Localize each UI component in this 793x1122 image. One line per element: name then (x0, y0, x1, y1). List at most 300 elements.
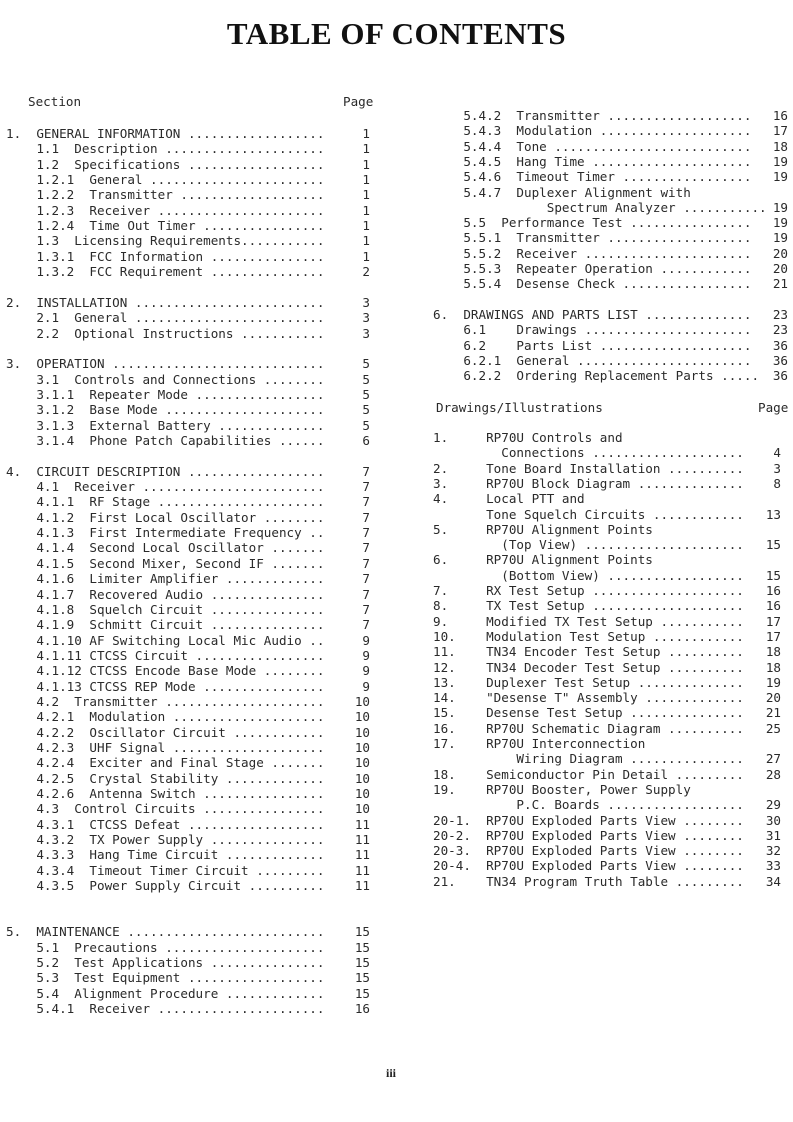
toc-entry-text: 3.1.2 Base Mode ..................... (6, 402, 325, 418)
toc-entry-page: 3 (362, 294, 370, 310)
toc-entry-text: 17. RP70U Interconnection (433, 736, 646, 751)
toc-entry-page: 7 (362, 525, 370, 541)
toc-entry-text: 6.2 Parts List .................... (433, 337, 752, 353)
toc-entry-text: 2. INSTALLATION ......................... (6, 294, 325, 310)
toc-entry-page: 19 (772, 199, 788, 215)
toc-entry-page: 11 (354, 832, 370, 848)
toc-entry (433, 874, 781, 889)
toc-entry (6, 924, 370, 939)
toc-entry (6, 372, 370, 387)
toc-entry-text: 1.3 Licensing Requirements........... (6, 233, 325, 249)
toc-entry-text: 12. TN34 Decoder Test Setup .......... (433, 659, 744, 675)
toc-entry (433, 614, 781, 629)
toc-entry (6, 986, 370, 1001)
toc-entry-page: 27 (765, 751, 781, 767)
toc-entry-page: 15 (354, 924, 370, 940)
toc-entry (433, 246, 788, 261)
toc-entry-text: 4.2.3 UHF Signal .................... (6, 740, 325, 755)
toc-entry (433, 139, 788, 154)
toc-entry (6, 356, 370, 371)
toc-entry-page: 10 (354, 693, 370, 709)
toc-entry (6, 448, 370, 463)
toc-entry (6, 847, 370, 862)
toc-entry-text: Spectrum Analyzer ........... (433, 199, 767, 215)
toc-entry-page: 5 (362, 402, 370, 418)
toc-entry-page: 36 (772, 368, 788, 384)
toc-entry-page: 19 (772, 230, 788, 246)
toc-entry (433, 721, 781, 736)
toc-entry-text: 5.5.3 Repeater Operation ............ (433, 261, 752, 276)
toc-entry-text: 4.1.1 RF Stage ...................... (6, 494, 325, 510)
toc-entry-text: 15. Desense Test Setup ............... (433, 705, 744, 721)
toc-entry-page: 1 (362, 218, 370, 234)
toc-entry-text: 5.4.3 Modulation .................... (433, 123, 752, 139)
toc-entry (6, 126, 370, 141)
toc-entry-text: 5.5 Performance Test ................ (433, 215, 752, 231)
toc-entry-text: 4.1.10 AF Switching Local Mic Audio .. (6, 632, 325, 648)
toc-entry (433, 828, 781, 843)
toc-entry-text: 8. TX Test Setup .................... (433, 598, 744, 614)
toc-entry-text: 20-4. RP70U Exploded Parts View ........ (433, 858, 744, 874)
toc-entry-text: 5.4 Alignment Procedure ............. (6, 985, 325, 1001)
toc-entry-text: 5.2 Test Applications ............... (6, 954, 325, 970)
toc-entry-page: 9 (362, 647, 370, 663)
toc-entry (433, 644, 781, 659)
toc-entry (433, 598, 781, 613)
toc-entry-text: 5.4.7 Duplexer Alignment with (433, 184, 691, 200)
toc-entry-page: 16 (765, 583, 781, 598)
toc-entry (6, 832, 370, 847)
toc-entry-page: 10 (354, 801, 370, 817)
toc-entry-text: (Bottom View) .................. (433, 567, 744, 583)
toc-entry-page: 7 (362, 540, 370, 556)
toc-entry-page: 34 (765, 873, 781, 889)
toc-entry (433, 767, 781, 782)
toc-entry-text: 16. RP70U Schematic Diagram .......... (433, 720, 744, 736)
toc-entry-page: 18 (765, 644, 781, 660)
toc-entry (6, 310, 370, 325)
toc-entry-text: 4.3.2 TX Power Supply ............... (6, 832, 325, 848)
toc-entry (433, 430, 781, 445)
toc-entry-page: 15 (354, 985, 370, 1001)
toc-entry-page: 30 (765, 812, 781, 828)
toc-entry-page: 21 (772, 276, 788, 292)
toc-entry (6, 249, 370, 264)
drawings-page-header: Page (758, 400, 789, 415)
toc-entry (433, 491, 781, 506)
toc-entry-text: 4.1.5 Second Mixer, Second IF ....... (6, 555, 325, 571)
toc-entry (433, 843, 781, 858)
toc-entry (6, 587, 370, 602)
toc-entry (433, 185, 788, 200)
toc-entry-text: 9. Modified TX Test Setup ........... (433, 613, 744, 629)
toc-entry-page: 33 (765, 858, 781, 874)
toc-entry (6, 264, 370, 279)
toc-entry (433, 736, 781, 751)
toc-entry-text: 1.2.4 Time Out Timer ................ (6, 218, 325, 234)
toc-entry-text: 20-1. RP70U Exploded Parts View ........ (433, 812, 744, 828)
toc-entry-text: 4.2.1 Modulation .................... (6, 709, 325, 725)
toc-entry (6, 694, 370, 709)
toc-entry-text: 5.5.2 Receiver ...................... (433, 245, 752, 261)
toc-entry-text: P.C. Boards .................. (433, 797, 744, 813)
toc-entry (6, 418, 370, 433)
toc-entry-text: 1.2.2 Transmitter ................... (6, 187, 325, 203)
page-title: TABLE OF CONTENTS (226, 16, 567, 51)
toc-entry (6, 940, 370, 955)
toc-entry-page: 1 (362, 233, 370, 249)
toc-entry (6, 479, 370, 494)
toc-entry (433, 797, 781, 812)
toc-entry-page: 1 (362, 187, 370, 203)
toc-entry-text: 1.2 Specifications .................. (6, 156, 325, 172)
toc-entry (6, 172, 370, 187)
toc-entry-page: 11 (354, 847, 370, 863)
toc-entry (433, 445, 781, 460)
toc-entry-text: 1. GENERAL INFORMATION .................. (6, 126, 325, 141)
toc-entry-page: 23 (772, 306, 788, 322)
toc-entry (433, 552, 781, 567)
toc-entry (6, 433, 370, 448)
toc-entry-page: 10 (354, 770, 370, 786)
toc-entry-text: 2.2 Optional Instructions ........... (6, 325, 325, 341)
toc-entry-text: 5.4.1 Receiver ...................... (6, 1000, 325, 1016)
toc-entry-page: 9 (362, 663, 370, 679)
toc-entry-page: 5 (362, 417, 370, 433)
toc-entry-page: 19 (772, 153, 788, 169)
toc-entry (433, 461, 781, 476)
toc-entry (6, 571, 370, 586)
toc-entry (433, 629, 781, 644)
toc-entry (433, 353, 788, 368)
toc-entry-text: 4. Local PTT and (433, 491, 585, 507)
toc-entry-page: 16 (354, 1000, 370, 1016)
toc-entry-page: 1 (362, 202, 370, 218)
toc-entry-page: 7 (362, 479, 370, 495)
toc-entry (6, 326, 370, 341)
toc-entry (6, 755, 370, 770)
toc-entry-text: 4.2.5 Crystal Stability ............. (6, 770, 325, 786)
toc-entry (6, 556, 370, 571)
toc-entry-page: 1 (362, 141, 370, 157)
toc-entry-page: 3 (773, 460, 781, 476)
toc-entry-page: 10 (354, 740, 370, 755)
section-header: Section (28, 94, 82, 109)
toc-entry-page: 29 (765, 797, 781, 813)
toc-entry-page: 7 (362, 617, 370, 633)
toc-entry-text: 5. MAINTENANCE .......................... (6, 924, 325, 940)
toc-entry (433, 169, 788, 184)
toc-entry-text: 4.2 Transmitter ..................... (6, 693, 325, 709)
toc-entry (433, 108, 788, 123)
toc-entry-page: 36 (772, 337, 788, 353)
toc-entry (433, 782, 781, 797)
toc-entry (6, 725, 370, 740)
toc-entry (6, 909, 370, 924)
toc-entry-text: 5.4.2 Transmitter ................... (433, 108, 752, 123)
toc-entry (6, 663, 370, 678)
toc-entry-text: 4.1.9 Schmitt Circuit ............... (6, 617, 325, 633)
toc-entry-text: 14. "Desense T" Assembly ............. (433, 690, 744, 706)
toc-entry-page: 7 (362, 601, 370, 617)
toc-entry (433, 675, 781, 690)
page-header: Page (343, 94, 374, 109)
toc-entry-text: 18. Semiconductor Pin Detail ......... (433, 766, 744, 782)
toc-entry-page: 5 (362, 356, 370, 372)
toc-entry (6, 863, 370, 878)
toc-entry-page: 15 (354, 939, 370, 955)
toc-entry (6, 157, 370, 172)
toc-entry (6, 817, 370, 832)
toc-entry-page: 17 (772, 123, 788, 139)
toc-entry (6, 203, 370, 218)
toc-entry (6, 233, 370, 248)
toc-entry (6, 525, 370, 540)
toc-entry (433, 507, 781, 522)
toc-entry (6, 387, 370, 402)
toc-entry (433, 813, 781, 828)
toc-entry (433, 705, 781, 720)
toc-entry-page: 18 (765, 659, 781, 675)
toc-entry-text: (Top View) ..................... (433, 537, 744, 553)
toc-entry (6, 280, 370, 295)
toc-entry-text: Wiring Diagram ............... (433, 751, 744, 767)
toc-entry-page: 10 (354, 755, 370, 771)
toc-entry-text: 10. Modulation Test Setup ............ (433, 628, 744, 644)
toc-entry-text: 6.1 Drawings ...................... (433, 322, 752, 338)
toc-entry-page: 13 (765, 506, 781, 522)
toc-entry (6, 540, 370, 555)
toc-entry-page: 36 (772, 352, 788, 368)
toc-entry-page: 23 (772, 322, 788, 338)
toc-entry-text: Connections .................... (433, 445, 744, 461)
toc-entry-text: 5.5.1 Transmitter ................... (433, 230, 752, 246)
toc-entry-text: 3. RP70U Block Diagram .............. (433, 475, 744, 491)
toc-entry (433, 154, 788, 169)
toc-entry-page: 2 (362, 264, 370, 280)
toc-entry-text: 4.1.2 First Local Oscillator ........ (6, 509, 325, 525)
toc-entry-page: 5 (362, 371, 370, 387)
toc-entry-text: 4.3.4 Timeout Timer Circuit ......... (6, 862, 325, 878)
toc-entry (6, 602, 370, 617)
toc-entry (6, 341, 370, 356)
toc-entry (6, 464, 370, 479)
toc-entry-page: 8 (773, 475, 781, 491)
toc-entry (6, 955, 370, 970)
toc-entry-page: 1 (362, 126, 370, 141)
toc-entry (433, 261, 788, 276)
toc-entry-page: 16 (765, 598, 781, 614)
toc-entry-page: 20 (772, 245, 788, 261)
toc-entry (433, 307, 788, 322)
toc-entry-text: 4.3.1 CTCSS Defeat .................. (6, 816, 325, 832)
toc-entry-text: 2. Tone Board Installation .......... (433, 460, 744, 476)
toc-entry-page: 21 (765, 705, 781, 721)
toc-entry-text: 3.1.4 Phone Patch Capabilities ...... (6, 433, 325, 448)
toc-entry-page: 20 (772, 261, 788, 276)
toc-entry (433, 568, 781, 583)
toc-entry (6, 218, 370, 233)
toc-entry-text: 4.1.12 CTCSS Encode Base Mode ........ (6, 663, 325, 679)
toc-entry-text: 6.2.1 General ....................... (433, 352, 752, 368)
toc-entry-page: 4 (773, 445, 781, 461)
toc-entry-page: 15 (765, 537, 781, 553)
toc-entry-page: 10 (354, 709, 370, 725)
toc-entry (433, 230, 788, 245)
toc-entry (433, 660, 781, 675)
toc-entry-page: 6 (362, 433, 370, 448)
toc-entry-text: 20-3. RP70U Exploded Parts View ........ (433, 843, 744, 859)
toc-entry-text: 5.5.4 Desense Check ................. (433, 276, 752, 292)
page-number: iii (386, 1066, 397, 1080)
toc-entry-text: 5. RP70U Alignment Points (433, 521, 653, 537)
toc-entry-text: 4.3.3 Hang Time Circuit ............. (6, 847, 325, 863)
toc-entry-page: 7 (362, 463, 370, 479)
toc-entry-text: 6. DRAWINGS AND PARTS LIST .............. (433, 306, 752, 322)
toc-entry (6, 295, 370, 310)
toc-entry-page: 3 (362, 325, 370, 341)
toc-entry-page: 9 (362, 632, 370, 648)
toc-entry (6, 679, 370, 694)
toc-entry (6, 648, 370, 663)
toc-entry-page: 7 (362, 494, 370, 510)
toc-entry (433, 338, 788, 353)
toc-entry-page: 17 (765, 613, 781, 629)
toc-entry (433, 751, 781, 766)
toc-entry-page: 15 (354, 970, 370, 986)
toc-entry-text: 1.2.1 General ....................... (6, 172, 325, 188)
toc-entry-page: 1 (362, 156, 370, 172)
toc-entry-page: 10 (354, 724, 370, 740)
toc-entry-page: 3 (362, 310, 370, 326)
toc-entry-text: 4.1.11 CTCSS Circuit ................. (6, 647, 325, 663)
toc-entry-page: 31 (765, 827, 781, 843)
toc-entry-page: 15 (765, 567, 781, 583)
toc-entry-text: 3.1.3 External Battery .............. (6, 417, 325, 433)
toc-entry (6, 801, 370, 816)
toc-entry-text: 4.1.4 Second Local Oscillator ....... (6, 540, 325, 556)
toc-entry-page: 7 (362, 586, 370, 602)
toc-entry-text: 19. RP70U Booster, Power Supply (433, 781, 691, 797)
toc-entry-text: 5.1 Precautions ..................... (6, 939, 325, 955)
toc-entry-text: 3.1 Controls and Connections ........ (6, 371, 325, 387)
toc-entry-text: 4.1.8 Squelch Circuit ............... (6, 601, 325, 617)
toc-entry (6, 510, 370, 525)
toc-entry-text: Tone Squelch Circuits ............ (433, 506, 744, 522)
toc-entry (433, 537, 781, 552)
toc-entry-text: 4.3 Control Circuits ................ (6, 801, 325, 817)
toc-entry-page: 15 (354, 954, 370, 970)
toc-entry-text: 3. OPERATION ............................ (6, 356, 325, 372)
toc-entry-text: 11. TN34 Encoder Test Setup .......... (433, 644, 744, 660)
toc-entry (433, 858, 781, 873)
toc-entry-page: 19 (765, 674, 781, 690)
toc-entry-text: 4. CIRCUIT DESCRIPTION .................. (6, 463, 325, 479)
toc-entry-text: 2.1 General ......................... (6, 310, 325, 326)
toc-entry (6, 633, 370, 648)
toc-entry-text: 5.4.6 Timeout Timer ................. (433, 169, 752, 185)
toc-entry-page: 7 (362, 509, 370, 525)
toc-entry (433, 276, 788, 291)
toc-entry (433, 322, 788, 337)
toc-entry-text: 5.3 Test Equipment .................. (6, 970, 325, 986)
toc-entry-text: 1.3.1 FCC Information ............... (6, 248, 325, 264)
toc-entry (6, 402, 370, 417)
toc-entry (6, 786, 370, 801)
toc-entry-page: 19 (772, 215, 788, 231)
toc-entry-page: 1 (362, 172, 370, 188)
toc-entry-text: 1.3.2 FCC Requirement ............... (6, 264, 325, 280)
toc-entry-page: 25 (765, 720, 781, 736)
toc-entry-text: 4.1.6 Limiter Amplifier ............. (6, 571, 325, 587)
toc-entry-page: 18 (772, 138, 788, 154)
toc-entry (6, 740, 370, 755)
toc-entry-page: 10 (354, 786, 370, 802)
toc-entry-page: 32 (765, 843, 781, 859)
toc-entry-text: 1.2.3 Receiver ...................... (6, 202, 325, 218)
toc-entry-text: 6.2.2 Ordering Replacement Parts ..... (433, 368, 760, 384)
toc-entry (433, 200, 788, 215)
toc-entry (6, 709, 370, 724)
toc-entry-text: 4.2.4 Exciter and Final Stage ....... (6, 755, 325, 771)
drawings-header: Drawings/Illustrations (436, 400, 603, 415)
toc-entry-text: 7. RX Test Setup .................... (433, 583, 744, 598)
toc-entry (433, 215, 788, 230)
toc-entry (6, 878, 370, 893)
toc-entry-page: 19 (772, 169, 788, 185)
toc-entry-page: 7 (362, 571, 370, 587)
toc-entry (6, 1001, 370, 1016)
toc-entry-text: 1.1 Description ..................... (6, 141, 325, 157)
toc-entry-text: 1. RP70U Controls and (433, 430, 623, 445)
toc-entry (433, 690, 781, 705)
toc-entry (6, 970, 370, 985)
toc-entry-page: 7 (362, 555, 370, 571)
toc-entry (433, 368, 788, 383)
toc-entry-page: 9 (362, 678, 370, 694)
toc-entry (433, 583, 781, 598)
toc-entry-text: 4.1.3 First Intermediate Frequency .. (6, 525, 325, 541)
toc-entry (6, 494, 370, 509)
toc-entry-page: 11 (354, 816, 370, 832)
toc-entry (6, 617, 370, 632)
toc-entry-page: 5 (362, 386, 370, 402)
toc-entry-text: 21. TN34 Program Truth Table ......... (433, 873, 744, 889)
toc-entry-text: 13. Duplexer Test Setup .............. (433, 674, 744, 690)
toc-entry-page: 16 (772, 108, 788, 123)
toc-entry-text: 4.1.13 CTCSS REP Mode ................ (6, 678, 325, 694)
toc-entry-text: 4.1 Receiver ........................ (6, 479, 325, 495)
toc-entry (6, 894, 370, 909)
toc-entry (433, 476, 781, 491)
toc-entry (6, 187, 370, 202)
toc-entry-text: 3.1.1 Repeater Mode ................. (6, 386, 325, 402)
toc-entry (433, 123, 788, 138)
toc-entry (433, 522, 781, 537)
toc-entry (6, 141, 370, 156)
toc-entry (433, 292, 788, 307)
toc-entry-text: 4.1.7 Recovered Audio ............... (6, 586, 325, 602)
toc-entry-text: 20-2. RP70U Exploded Parts View ........ (433, 827, 744, 843)
toc-entry (6, 771, 370, 786)
toc-entry-text: 4.3.5 Power Supply Circuit .......... (6, 878, 325, 894)
toc-entry-text: 4.2.2 Oscillator Circuit ............ (6, 724, 325, 740)
toc-entry-text: 5.4.4 Tone .......................... (433, 138, 752, 154)
toc-entry-text: 4.2.6 Antenna Switch ................ (6, 786, 325, 802)
toc-entry-page: 1 (362, 248, 370, 264)
toc-entry-page: 17 (765, 628, 781, 644)
toc-entry-page: 20 (765, 690, 781, 706)
